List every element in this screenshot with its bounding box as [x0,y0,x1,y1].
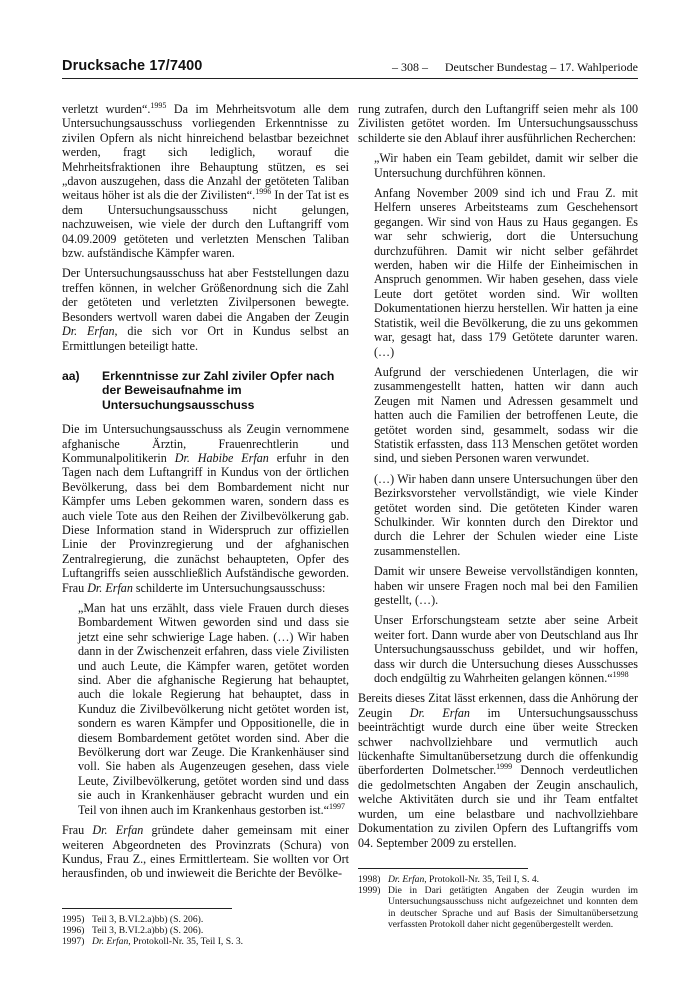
person-name: Dr. Erfan [87,580,133,595]
person-name: Dr. Habibe Erfan [174,450,269,465]
paragraph: Der Untersuchungsausschuss hat aber Feststellungen dazu treffen können, in welcher Größenordnung sich die Zahl der getöteten und verletzten Zivilpersonen bewegte. Besonders wertvoll waren dabei die Angaben der Zeugin Dr. Erfan, die sich vor Ort in Kundus selbst an Ermittlungen beteiligt hatte. [62,266,349,353]
block-quote: (…) Wir haben dann unsere Untersuchungen über den Bezirksvorsteher vervollständigt, wie viele Kinder getötet worden sind. Die getöteten Kinder waren Schulkinder. Wir konnten durch den Direktor und durch die Lehrer der Schulen wieder eine Liste zusammenstellen. [374,471,638,558]
header-rule [62,78,638,79]
block-quote: Damit wir unsere Beweise vervollständigen konnten, haben wir unsere Fragen noch mal bei den Familien gestellt, (…). [374,564,638,607]
paragraph: rung zutrafen, durch den Luftangriff seien mehr als 100 Zivilisten getötet worden. Im Untersuchungsausschuss schilderte sie den Ablauf ihrer ausführlichen Recherchen: [358,102,638,145]
footnote-text: Dr. Erfan, Protokoll-Nr. 35, Teil I, S. 4. [388,874,540,885]
footnote-ref[interactable]: 1996 [255,187,272,197]
footnote [62,914,349,925]
block-quote: „Man hat uns erzählt, dass viele Frauen durch dieses Bombardement Witwen geworden sind und dass sie jetzt eine sehr schwierige Lage haben. (…) Wir haben dann in der Zwischenzeit erfahren, dass viele Zivilisten und auch Leute, die Kämpfer waren, getötet worden sind. Aber die afghanische Regierung hat behauptet, auch die lokale Regierung hat behauptet, dass in Kunduz die Zivilbevölkerung nicht getötet worden ist, sondern es waren Kämpfer und Oppositionelle, die in diesem Bombardement getötet worden sind. Aber die Bevölkerung dort war Zeuge. Die Krankenhäuser sind voll. Sie haben als Augenzeugen gesehen, dass viele Leute, Zivilbevölkerung, getötet worden sind und dass sie auch in Krankenhäuser gebracht wurden und ein Teil von ihnen auch im Krankenhaus gestorben ist.“$^{1997}$ [78,601,349,817]
footnote-number: 1998) [358,874,381,885]
person-name: Dr. Erfan [92,936,129,948]
person-name: Dr. Erfan [388,874,425,885]
right-column [358,102,638,856]
footnote-ref[interactable]: 1998 [612,670,629,679]
drucksache-label: Drucksache 17/7400 [62,58,203,74]
footnote [62,936,349,947]
footnotes-right [358,868,638,930]
paragraph: Frau Dr. Erfan gründete daher gemeinsam mit einer weiteren Abgeordneten des Provinzrats (Schura) von Kundus, Frau Z., eines Ermittlerteam. Sie wollten vor Ort herausfinden, ob und inwieweit die Berichte der Bevölke- [62,823,349,881]
footnote-number: 1996) [62,925,85,937]
footnote-text: Die in Dari getätigten Angaben der Zeugin wurden im Untersuchungsausschuss nicht aufgezeichnet und konnten dem in deutscher Sprache und auf Basis der Simultanübersetzung verfassten Protokoll daher nicht gegenübergestellt werden. [388,885,638,930]
person-name: Dr. Erfan [62,324,115,339]
person-name: Dr. Erfan [409,705,470,720]
paragraph: Die im Untersuchungsausschuss als Zeugin vernommene afghanische Ärztin, Frauenrechtlerin und Kommunalpolitikerin Dr. Habibe Erfan erfuhr in den Tagen nach dem Luftangriff in Kundus von der örtlichen Bevölkerung, dass bei dem Bombardement nicht nur Kämpfer ums Leben gekommen waren, sondern dass es auch viele Tote aus den Reihen der Zivilbevölkerung gab. Diese Information stand in Widerspruch zur offiziellen Linie der Provinzregierung und der afghanischen Zentralregierung, die zunächst behaupteten, Opfer des Luftangriffs seien ausschließlich Aufständische geworden. Frau Dr. Erfan schilderte im Untersuchungsausschuss: [62,422,349,595]
page-number: – 308 – [392,60,428,74]
paragraph: Bereits dieses Zitat lässt erkennen, dass die Anhörung der Zeugin Dr. Erfan im Untersuchungsausschuss beeinträchtigt wurde durch eine über weite Strecken schwer nachvollziehbare und vermutlich auch lückenhafte Simultanübersetzung durch die offenkundig überforderten Dolmetscher.$^{1999}$ Dennoch verdeutlichen die gedolmetschten Angaben der Zeugin anschaulich, welche Aktivitäten durch sie und ihr Team entfaltet wurden, um eine belastbare und nachvollziehbare Dokumentation zu zivilen Opfern des Luftangriffs vom 04. September 2009 zu erstellen. [358,691,638,850]
footnote-text: Teil 3, B.VI.2.a)bb) (S. 206). [92,925,204,937]
block-quote: Aufgrund der verschiedenen Unterlagen, die wir zusammengestellt hatten, hatten wir dann auch Zeugen mit Namen und Adressen gesammelt und hatten auch die Familien der betroffenen Leute, die getötet worden sind, gesammelt, sodass wir die Statistik erfassten, dass 113 Menschen getötet worden sind, und sieben Personen waren verwundet. [374,364,638,466]
person-name: Dr. Erfan [92,823,144,838]
footnote-ref[interactable]: 1999 [496,762,513,772]
footnote-ref[interactable]: 1995 [150,100,167,110]
section-heading [62,369,349,412]
block-quote: „Wir haben ein Team gebildet, damit wir selber die Untersuchung durchführen können. [374,151,638,180]
page-header [62,58,638,78]
footnote-text: Dr. Erfan, Protokoll-Nr. 35, Teil I, S. 3. [92,936,244,948]
block-quote: Unser Erforschungsteam setzte aber seine Arbeit weiter fort. Dann wurde aber von Deutschland aus Ihr Untersuchungsausschuss gebildet, und wir hoffen, dass wir durch die Untersuchung dieses Ausschusses doch endgültig zu Wahrheiten gelangen können.“$^{1998}$ [374,613,638,686]
footnote-text: Teil 3, B.VI.2.a)bb) (S. 206). [92,914,204,925]
footnote [62,925,349,936]
section-title: Erkenntnisse zur Zahl ziviler Opfer nach der Beweisaufnahme im Untersuchungsausschuss [102,368,335,412]
footnote-number: 1999) [358,885,381,897]
footnote-number: 1995) [62,914,85,925]
left-column [62,102,349,887]
footnote-number: 1997) [62,936,85,948]
block-quote: Anfang November 2009 sind ich und Frau Z. mit Helfern unseres Arbeitsteams zum Geschehensort gegangen. Wir sind von Haus zu Haus gegangen. Es war sehr schwierig, dort die Untersuchung durchzuführen. Damit wir nicht selber gefährdet werden, haben wir die Hilfe der Einheimischen in Anspruch genommen. Wir haben gesehen, dass viele Leute dort getötet worden sind. Wir wollten Dokumentationen hierzu herstellen. Wir hatten ja eine Statistik, weil die Bevölkerung, die zu uns gekommen war, gesagt hat, dass 179 Getötete darunter waren. (…) [374,186,638,359]
footnote-ref[interactable]: 1997 [329,801,346,811]
footnote-rule [62,908,232,909]
paragraph: verletzt wurden“.$^{1995}$ Da im Mehrheitsvotum alle dem Untersuchungsausschuss vorliegenden Erkenntnisse zu zivilen Opfern als nicht hinreichend belastbar bezeichnet werden, fragt sich lediglich, worauf die Mehrheitsfraktionen ihre Behauptung stützen, es sei „davon auszugehen, dass die Anzahl der getöteten Taliban weitaus höher ist als die der Zivilisten“.$^{1996}$ In der Tat ist es dem Untersuchungsausschuss nicht gelungen, nachzuweisen, wie viele der durch den Luftangriff vom 04.09.2009 getöteten und verletzten Menschen Taliban bzw. aufständische Kämpfer waren. [62,100,349,261]
footnote-rule [358,868,528,869]
footnotes-left [62,908,349,948]
drucksache-number: 7400 [169,58,203,74]
bundestag-period: Deutscher Bundestag – 17. Wahlperiode [444,60,638,74]
footnote [358,874,638,885]
section-number: aa) [62,368,80,383]
footnote [358,885,638,930]
